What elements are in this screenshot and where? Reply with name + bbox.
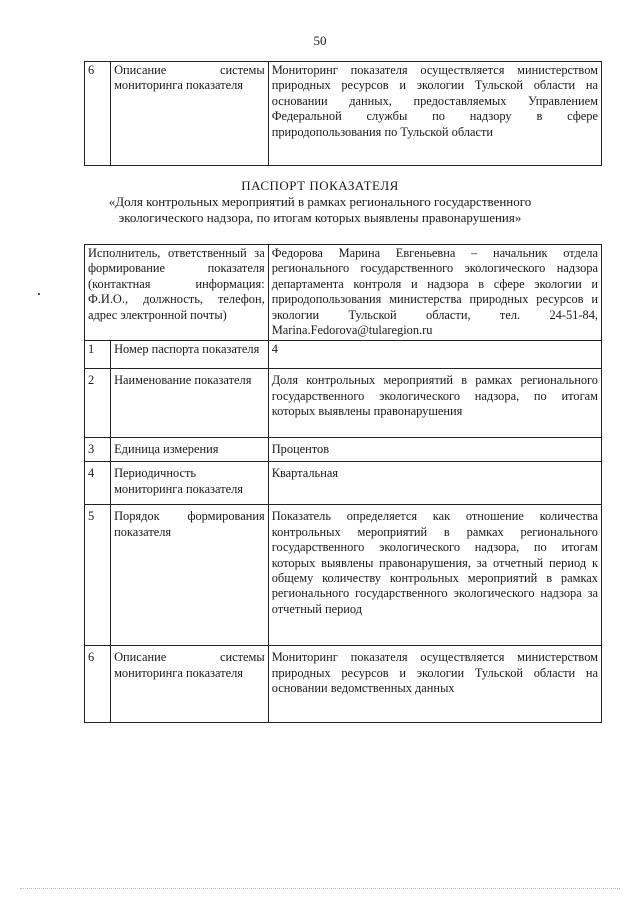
row-value: Доля контрольных мероприятий в рамках регионального государственного экологического надзора, по итогам которых выявлены правонарушения bbox=[268, 369, 601, 438]
row-value: Процентов bbox=[268, 438, 601, 462]
monitoring-table-top bbox=[84, 61, 602, 166]
row-value: Мониторинг показателя осуществляется министерством природных ресурсов и экологии Тульской области на основании ведомственных данных bbox=[268, 646, 601, 723]
row-label: Порядок формирования показателя bbox=[111, 505, 269, 646]
row-number: 1 bbox=[85, 341, 111, 369]
passport-subtitle-line1: «Доля контрольных мероприятий в рамках регионального государственного bbox=[108, 194, 532, 209]
row-label: Наименование показателя bbox=[111, 369, 269, 438]
row-label: Описание системы мониторинга показателя bbox=[111, 646, 269, 723]
row-number: 6 bbox=[85, 646, 111, 723]
row-value: 4 bbox=[268, 341, 601, 369]
row-label: Номер паспорта показателя bbox=[111, 341, 269, 369]
executor-row bbox=[85, 245, 602, 341]
table-row bbox=[85, 505, 602, 646]
row-number: 6 bbox=[85, 62, 111, 166]
row-number: 3 bbox=[85, 438, 111, 462]
row-label: Единица измерения bbox=[111, 438, 269, 462]
table-row bbox=[85, 62, 602, 166]
passport-table bbox=[84, 244, 602, 723]
table-row bbox=[85, 369, 602, 438]
table-row bbox=[85, 462, 602, 505]
row-value: Показатель определяется как отношение количества контрольных мероприятий в рамках регионального государственного экологического надзора, по итогам которых выявлены правонарушения, за отчетный период к общему количеству контрольных мероприятий в рамках регионального государственного экологического надзора за отчетный период bbox=[268, 505, 601, 646]
passport-title: ПАСПОРТ ПОКАЗАТЕЛЯ bbox=[241, 178, 399, 193]
row-value: Мониторинг показателя осуществляется министерством природных ресурсов и экологии Тульской области на основании данных, предоставляемых Управлением Федеральной службы по надзору в сфере природопользования по Тульской области bbox=[268, 62, 601, 166]
row-label: Описание системы мониторинга показателя bbox=[111, 62, 269, 166]
passport-heading bbox=[0, 178, 640, 226]
executor-value: Федорова Марина Евгеньевна – начальник отдела регионального государственного экологического надзора департамента контроля и надзора в сфере экологии и природопользования министерства природных ресурсов и экологии Тульской области, тел. 24-51-84, Marina.Fedorova@tularegion.ru bbox=[268, 245, 601, 341]
executor-label: Исполнитель, ответственный за формирование показателя (контактная информация: Ф.И.О., должность, телефон, адрес электронной почты) bbox=[85, 245, 269, 341]
row-number: 2 bbox=[85, 369, 111, 438]
row-label: Периодичность мониторинга показателя bbox=[111, 462, 269, 505]
table-row bbox=[85, 646, 602, 723]
passport-subtitle-line2: экологического надзора, по итогам которых выявлены правонарушения» bbox=[118, 210, 522, 225]
row-value: Квартальная bbox=[268, 462, 601, 505]
table-row bbox=[85, 438, 602, 462]
scan-edge-line bbox=[20, 888, 620, 890]
table-row bbox=[85, 341, 602, 369]
row-number: 4 bbox=[85, 462, 111, 505]
row-number: 5 bbox=[85, 505, 111, 646]
page-number: 50 bbox=[313, 33, 327, 48]
scan-speck bbox=[38, 293, 40, 295]
